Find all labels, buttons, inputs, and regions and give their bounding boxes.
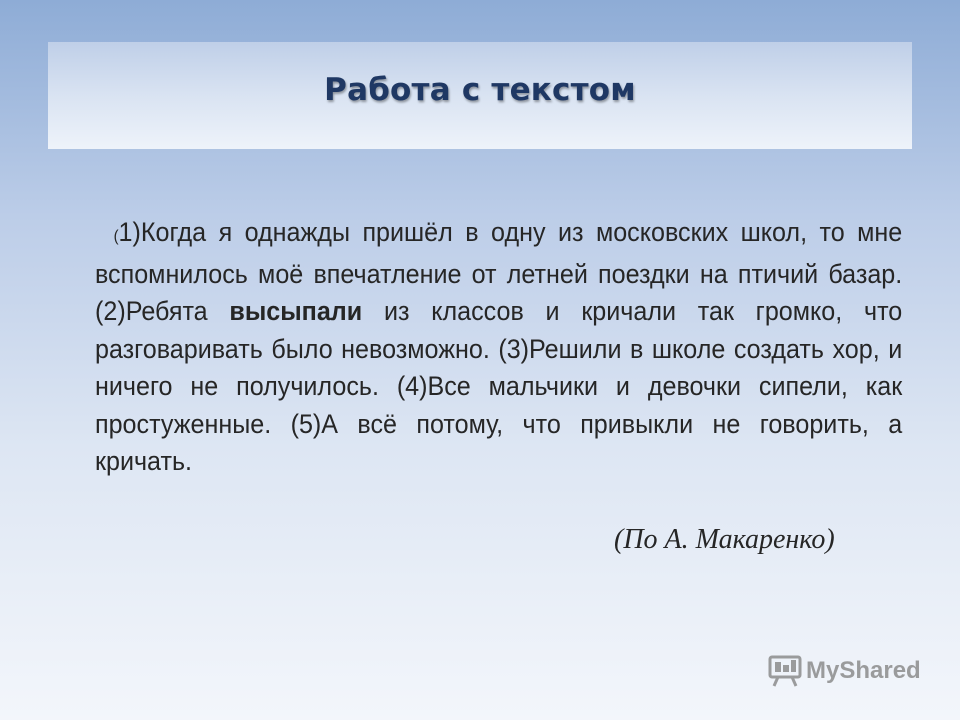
paragraph-part-1: 1)Когда я однажды пришёл в одну из московских школ, то мне вспомнилось моё впечатление от летней поездки на птичий базар. (2)Ребята — [95, 217, 903, 326]
author-attribution: (По А. Макаренко) — [614, 524, 835, 555]
presentation-board-icon — [768, 655, 802, 687]
title-band — [48, 42, 912, 149]
paragraph-part-2: из классов и кричали так громко, что разговаривать было невозможно. (3)Решили в школе создать хор, и ничего не получилось. (4)Все мальчики и девочки сипели, как простуженные. (5)А всё потому, что привыкли не говорить, а кричать. — [95, 296, 903, 476]
text-paragraph — [95, 214, 902, 481]
watermark-text: MyShared — [806, 657, 921, 684]
slide-title: Работа с текстом — [324, 72, 636, 108]
highlighted-word: высыпали — [229, 296, 363, 326]
watermark — [768, 655, 921, 687]
open-paren: ( — [113, 228, 119, 245]
